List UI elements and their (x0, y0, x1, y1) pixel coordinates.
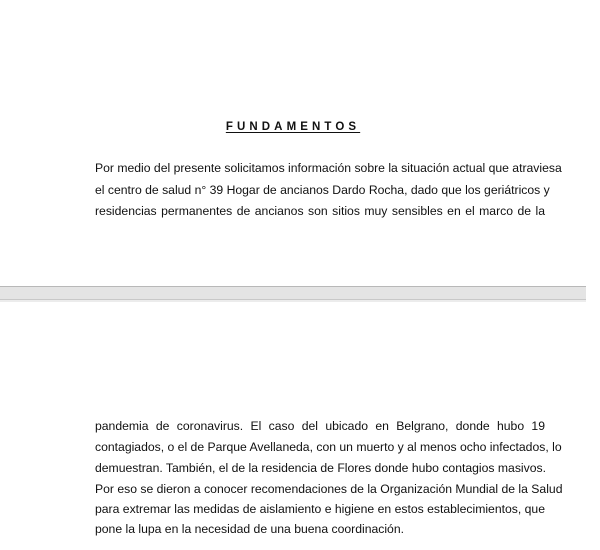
section-heading: FUNDAMENTOS (225, 121, 361, 133)
paragraph-line: para extremar las medidas de aislamiento e higiene en estos establecimientos, que (95, 502, 545, 516)
paragraph-line: el centro de salud n° 39 Hogar de ancianos Dardo Rocha, dado que los geriátricos y (95, 183, 550, 197)
window-right-edge (586, 0, 600, 550)
page-break-shadow (0, 300, 586, 302)
paragraph-line: pone la lupa en la necesidad de una buena coordinación. (95, 522, 404, 536)
paragraph-line: contagiados, o el de Parque Avellaneda, con un muerto y al menos ocho infectados, lo (95, 440, 562, 454)
paragraph-line: residencias permanentes de ancianos son sitios muy sensibles en el marco de la (95, 204, 545, 218)
page-break-divider (0, 286, 586, 300)
paragraph-line: Por medio del presente solicitamos información sobre la situación actual que atraviesa (95, 161, 562, 175)
paragraph-line: demuestran. También, el de la residencia de Flores donde hubo contagios masivos. (95, 461, 546, 475)
paragraph-line: Por eso se dieron a conocer recomendaciones de la Organización Mundial de la Salud (95, 482, 563, 496)
paragraph-line: pandemia de coronavirus. El caso del ubicado en Belgrano, donde hubo 19 (95, 419, 545, 433)
